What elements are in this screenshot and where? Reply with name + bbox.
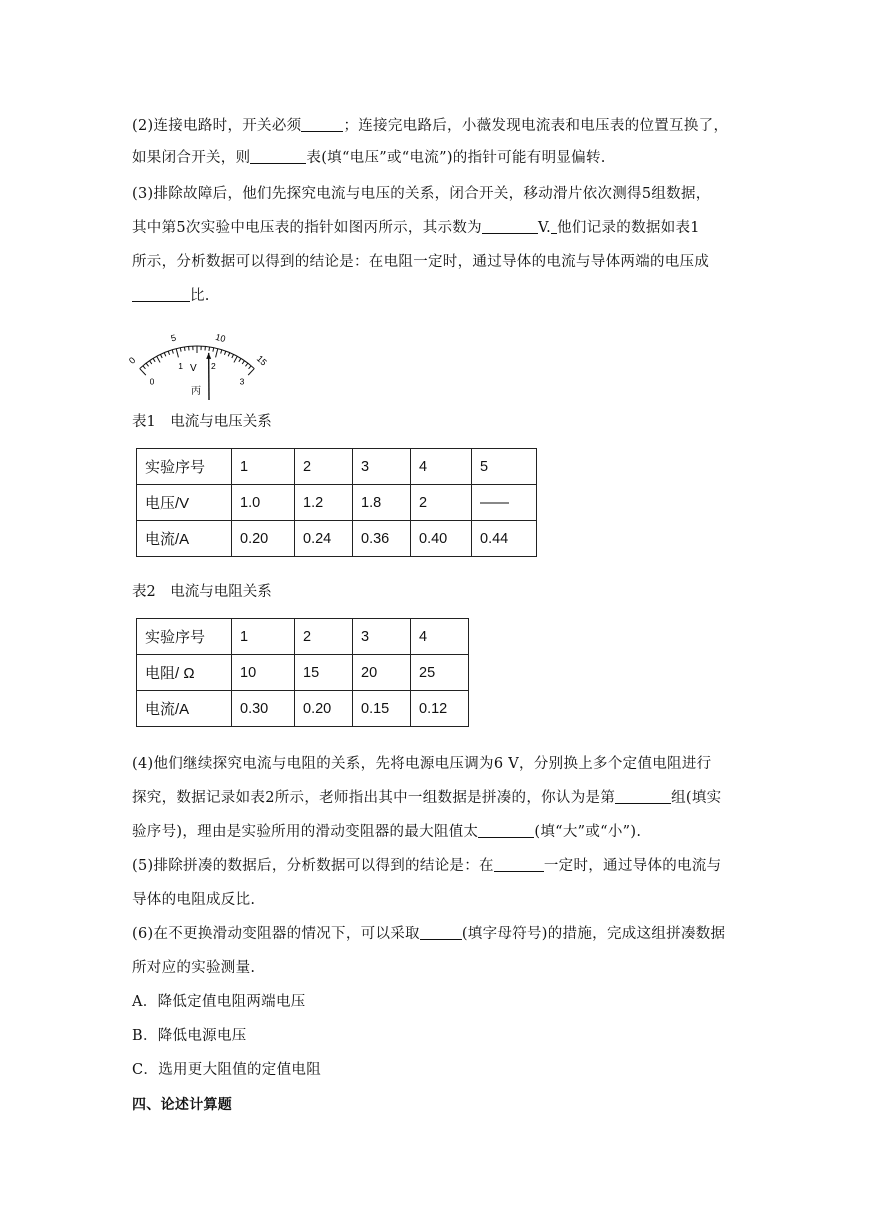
voltmeter-figure [126, 312, 269, 400]
table-cell: 5 [472, 449, 537, 485]
table1-caption: 表1 电流与电压关系 [132, 414, 272, 430]
q3-unit: V. [537, 220, 552, 236]
table-cell: 4 [411, 449, 472, 485]
table-row [137, 619, 469, 655]
table2 [136, 618, 469, 727]
meter-tick [248, 369, 254, 376]
meter-tick [160, 354, 162, 358]
q5-text: (5)排除拼凑的数据后，分析数据可以得到的结论是：在 [132, 858, 494, 874]
q3-text: 所示，分析数据可以得到的结论是：在电阻一定时，通过导体的电流与导体两端的电压成 [132, 254, 710, 270]
q2-text: ；连接完电路后，小薇发现电流表和电压表的位置互换了， [343, 118, 729, 134]
meter-upper-label: 0 [126, 355, 138, 366]
meter-tick [224, 351, 225, 355]
q5-text: 导体的电阻成反比. [132, 892, 256, 908]
option-c: C．选用更大阻值的定值电阻 [132, 1062, 321, 1078]
answer-blank [132, 287, 190, 302]
meter-tick [249, 366, 252, 369]
q5-line-1 [132, 854, 721, 875]
meter-tick [232, 354, 234, 358]
table-cell: 0.20 [295, 691, 353, 727]
table-cell: —— [472, 485, 537, 521]
row-header-cell: 实验序号 [137, 619, 232, 655]
meter-tick [168, 351, 169, 355]
table-cell: 0.30 [232, 691, 295, 727]
table-row [137, 655, 469, 691]
q4-text: 探究，数据记录如表2所示，老师指出其中一组数据是拼凑的，你认为是第 [132, 790, 616, 806]
table-cell: 1 [232, 619, 295, 655]
meter-tick [164, 353, 166, 357]
meter-lower-label: 0 [149, 376, 155, 387]
answer-blank [420, 925, 462, 940]
meter-tick [180, 348, 181, 352]
table-cell: 0.40 [411, 521, 472, 557]
table-row [137, 485, 537, 521]
meter-tick-labels [127, 332, 269, 387]
meter-tick [146, 363, 148, 366]
q3-line-4 [132, 284, 210, 305]
table-cell: 2 [411, 485, 472, 521]
figure-caption: 丙 [191, 386, 201, 397]
q4-text: (4)他们继续探究电流与电阻的关系，先将电源电压调为6 V，分别换上多个定值电阻进行 [132, 756, 712, 772]
meter-upper-label: 15 [254, 353, 269, 368]
answer-blank [494, 857, 544, 872]
q3-line-3 [132, 250, 709, 271]
q3-line-2 [132, 216, 700, 237]
table-cell: 2 [295, 619, 353, 655]
meter-tick [239, 358, 241, 361]
q2-text: (2)连接电路时，开关必须 [132, 118, 302, 134]
table-cell: 15 [295, 655, 353, 691]
q3-text: 比. [190, 288, 210, 304]
section-title: 四、论述计算题 [132, 1097, 233, 1113]
table-cell: 1 [232, 449, 295, 485]
q3-line-1 [132, 182, 711, 203]
table-cell: 0.24 [295, 521, 353, 557]
meter-lower-label: 2 [210, 361, 216, 372]
meter-lower-label: 3 [239, 376, 245, 387]
meter-upper-label: 10 [214, 331, 227, 345]
q2-text: 如果闭合开关，则 [132, 150, 251, 166]
table-cell: 10 [232, 655, 295, 691]
option-b: B．降低电源电压 [132, 1028, 247, 1044]
q4-text: (填“大”或“小”). [534, 824, 642, 840]
meter-tick [176, 349, 178, 358]
meter-tick [140, 369, 146, 376]
meter-tick [153, 358, 155, 361]
answer-blank [482, 219, 538, 234]
q6-line-2 [132, 956, 255, 977]
answer-blank [615, 789, 671, 804]
table-cell: 1.0 [232, 485, 295, 521]
q6-text: (填字母符号)的措施，完成这组拼凑数据 [461, 926, 726, 942]
table-cell: 0.15 [353, 691, 411, 727]
q4-line-3 [132, 820, 641, 841]
meter-tick [234, 356, 237, 362]
row-header-cell: 电流/A [137, 691, 232, 727]
meter-tick [157, 356, 160, 362]
meter-tick [242, 361, 244, 364]
meter-tick [143, 366, 146, 369]
table-cell: 4 [411, 619, 469, 655]
meter-needle-head [206, 353, 211, 359]
answer-blank [301, 117, 343, 132]
table-row [137, 449, 537, 485]
meter-tick [209, 347, 210, 351]
table1 [136, 448, 537, 557]
q3-text: 他们记录的数据如表1 [557, 220, 700, 236]
table-cell: 20 [353, 655, 411, 691]
answer-blank [250, 149, 306, 164]
meter-tick [150, 361, 152, 364]
q5-line-2 [132, 888, 255, 909]
table-cell: 3 [353, 449, 411, 485]
table-cell: 0.12 [411, 691, 469, 727]
table-cell: 25 [411, 655, 469, 691]
table-cell: 1.2 [295, 485, 353, 521]
table-row [137, 521, 537, 557]
q4-text: 验序号)，理由是实验所用的滑动变阻器的最大阻值太 [132, 824, 479, 840]
q3-text: (3)排除故障后，他们先探究电流与电压的关系，闭合开关，移动滑片依次测得5组数据， [132, 186, 711, 202]
table-cell: 1.8 [353, 485, 411, 521]
meter-upper-label: 5 [169, 332, 178, 344]
q2-text: 表(填“电压”或“电流”)的指针可能有明显偏转. [306, 150, 606, 166]
answer-blank [478, 823, 534, 838]
q3-text: 其中第5次实验中电压表的指针如图丙所示，其示数为 [132, 220, 482, 236]
table2-caption: 表2 电流与电阻关系 [132, 584, 272, 600]
q4-line-2 [132, 786, 721, 807]
meter-lower-label: 1 [178, 361, 184, 372]
q4-text: 组(填实 [671, 790, 722, 806]
meter-tick [228, 353, 230, 357]
q6-text: (6)在不更换滑动变阻器的情况下，可以采取 [132, 926, 420, 942]
meter-tick [216, 349, 218, 358]
meter-scale [140, 346, 255, 375]
table-row [137, 691, 469, 727]
row-header-cell: 电阻/ Ω [137, 655, 232, 691]
table-cell: 0.36 [353, 521, 411, 557]
q4-line-1 [132, 752, 711, 773]
table-cell: 0.20 [232, 521, 295, 557]
meter-unit-label: V [190, 363, 197, 374]
row-header-cell: 电压/V [137, 485, 232, 521]
table-cell: 0.44 [472, 521, 537, 557]
q2-line-1 [132, 114, 728, 135]
q6-line-1 [132, 922, 725, 943]
meter-tick [172, 350, 173, 354]
q5-text: 一定时，通过导体的电流与 [543, 858, 722, 874]
option-a: A．降低定值电阻两端电压 [132, 994, 306, 1010]
row-header-cell: 电流/A [137, 521, 232, 557]
meter-tick [221, 350, 222, 354]
meter-tick [245, 363, 247, 366]
q2-line-2 [132, 146, 606, 167]
meter-tick [213, 348, 214, 352]
table-cell: 3 [353, 619, 411, 655]
q6-text: 所对应的实验测量. [132, 960, 256, 976]
meter-tick [184, 347, 185, 351]
row-header-cell: 实验序号 [137, 449, 232, 485]
table-cell: 2 [295, 449, 353, 485]
